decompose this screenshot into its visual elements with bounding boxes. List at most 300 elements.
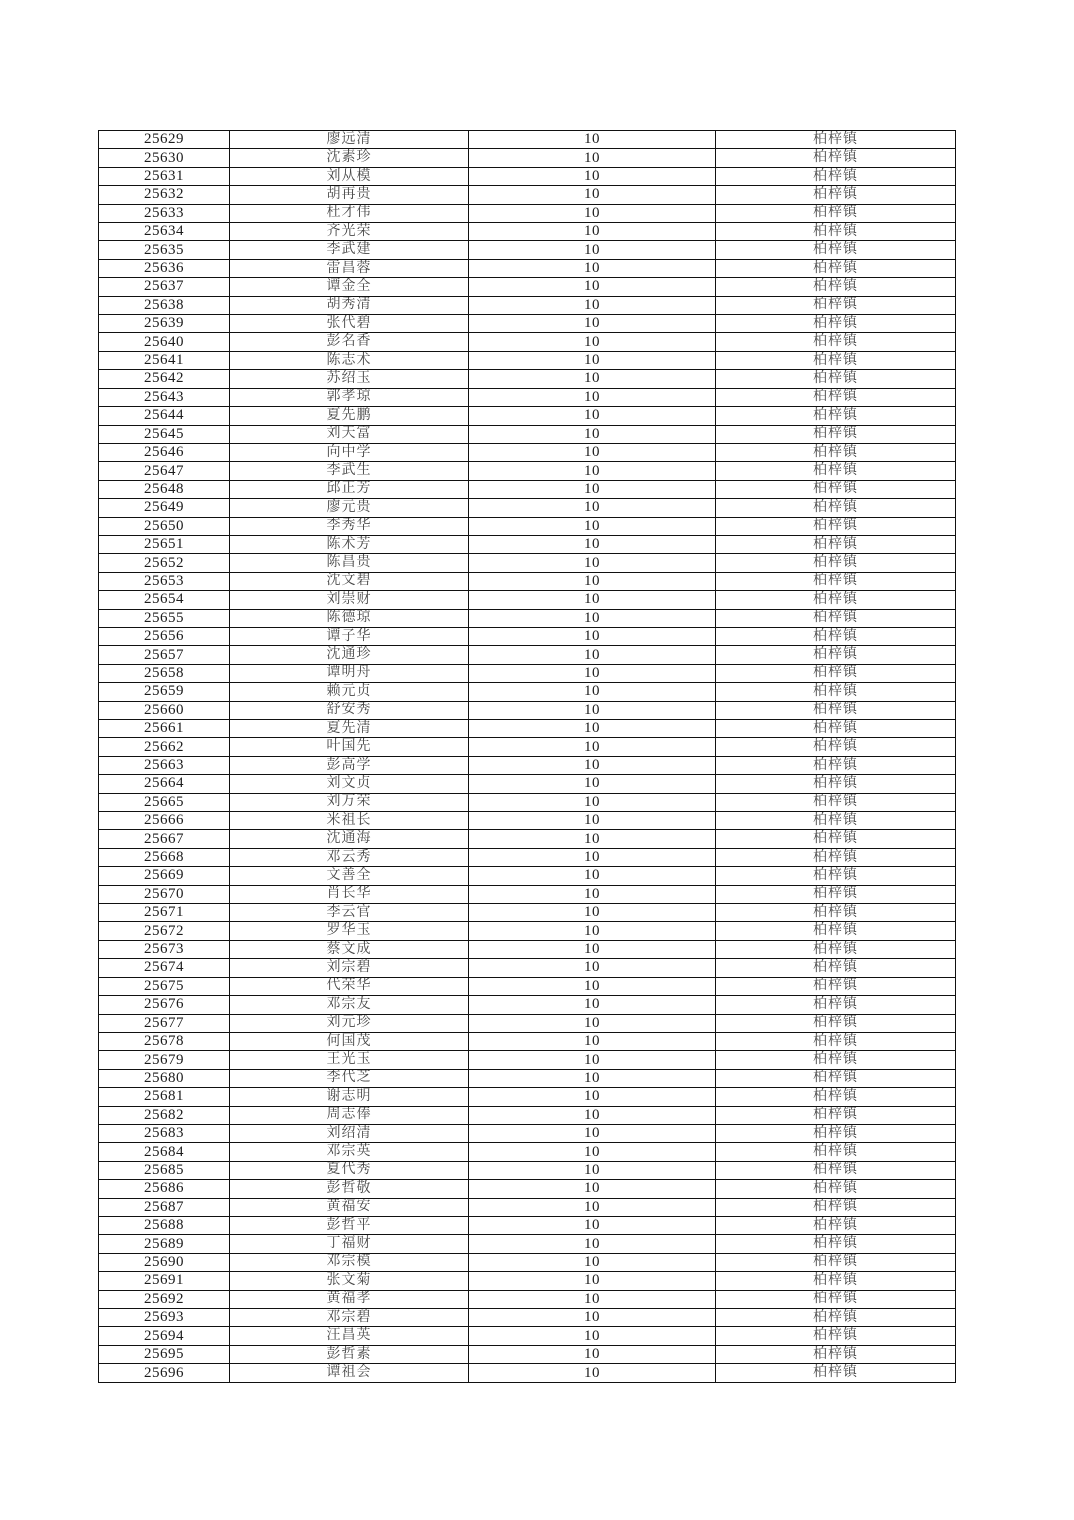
town-cell: 柏梓镇 [716, 1272, 956, 1290]
person-name-cell: 刘从模 [230, 167, 469, 185]
table-row [99, 848, 956, 866]
table-row [99, 554, 956, 572]
town-cell: 柏梓镇 [716, 351, 956, 369]
amount-cell: 10 [469, 1345, 716, 1363]
town-cell: 柏梓镇 [716, 499, 956, 517]
person-name-cell: 彭哲素 [230, 1345, 469, 1363]
table-row [99, 204, 956, 222]
person-name-cell: 李武生 [230, 462, 469, 480]
table-row [99, 867, 956, 885]
town-cell: 柏梓镇 [716, 370, 956, 388]
town-cell: 柏梓镇 [716, 1032, 956, 1050]
amount-cell: 10 [469, 204, 716, 222]
town-cell: 柏梓镇 [716, 204, 956, 222]
person-name-cell: 杜才伟 [230, 204, 469, 222]
table-row [99, 259, 956, 277]
person-name-cell: 陈德琼 [230, 609, 469, 627]
amount-cell: 10 [469, 1235, 716, 1253]
serial-number-cell: 25636 [99, 259, 230, 277]
town-cell: 柏梓镇 [716, 554, 956, 572]
table-row [99, 756, 956, 774]
person-name-cell: 张文菊 [230, 1272, 469, 1290]
table-row [99, 499, 956, 517]
person-name-cell: 夏先鹏 [230, 407, 469, 425]
amount-cell: 10 [469, 278, 716, 296]
town-cell: 柏梓镇 [716, 388, 956, 406]
table-row [99, 1069, 956, 1087]
amount-cell: 10 [469, 720, 716, 738]
person-name-cell: 刘绍清 [230, 1124, 469, 1142]
town-cell: 柏梓镇 [716, 535, 956, 553]
serial-number-cell: 25680 [99, 1069, 230, 1087]
person-name-cell: 刘宗碧 [230, 959, 469, 977]
table-row [99, 241, 956, 259]
amount-cell: 10 [469, 977, 716, 995]
amount-cell: 10 [469, 701, 716, 719]
amount-cell: 10 [469, 407, 716, 425]
town-cell: 柏梓镇 [716, 480, 956, 498]
table-row [99, 149, 956, 167]
amount-cell: 10 [469, 646, 716, 664]
amount-cell: 10 [469, 480, 716, 498]
person-name-cell: 李武建 [230, 241, 469, 259]
person-name-cell: 何国茂 [230, 1032, 469, 1050]
table-row [99, 664, 956, 682]
town-cell: 柏梓镇 [716, 1161, 956, 1179]
serial-number-cell: 25640 [99, 333, 230, 351]
person-name-cell: 陈志术 [230, 351, 469, 369]
serial-number-cell: 25663 [99, 756, 230, 774]
person-name-cell: 胡再贵 [230, 186, 469, 204]
table-row [99, 1364, 956, 1383]
serial-number-cell: 25690 [99, 1253, 230, 1271]
person-name-cell: 向中学 [230, 443, 469, 461]
town-cell: 柏梓镇 [716, 683, 956, 701]
table-row [99, 591, 956, 609]
town-cell: 柏梓镇 [716, 720, 956, 738]
serial-number-cell: 25647 [99, 462, 230, 480]
table-row [99, 1014, 956, 1032]
amount-cell: 10 [469, 1253, 716, 1271]
town-cell: 柏梓镇 [716, 940, 956, 958]
amount-cell: 10 [469, 1051, 716, 1069]
table-row [99, 793, 956, 811]
serial-number-cell: 25653 [99, 572, 230, 590]
serial-number-cell: 25645 [99, 425, 230, 443]
amount-cell: 10 [469, 1106, 716, 1124]
serial-number-cell: 25635 [99, 241, 230, 259]
person-name-cell: 刘天富 [230, 425, 469, 443]
town-cell: 柏梓镇 [716, 131, 956, 149]
person-name-cell: 代荣华 [230, 977, 469, 995]
serial-number-cell: 25683 [99, 1124, 230, 1142]
serial-number-cell: 25687 [99, 1198, 230, 1216]
table-row [99, 738, 956, 756]
serial-number-cell: 25688 [99, 1216, 230, 1234]
person-name-cell: 邓宗英 [230, 1143, 469, 1161]
table-row [99, 959, 956, 977]
person-name-cell: 米祖长 [230, 812, 469, 830]
table-row [99, 904, 956, 922]
serial-number-cell: 25649 [99, 499, 230, 517]
table-row [99, 1327, 956, 1345]
town-cell: 柏梓镇 [716, 1124, 956, 1142]
town-cell: 柏梓镇 [716, 462, 956, 480]
town-cell: 柏梓镇 [716, 627, 956, 645]
serial-number-cell: 25646 [99, 443, 230, 461]
serial-number-cell: 25650 [99, 517, 230, 535]
person-name-cell: 胡秀清 [230, 296, 469, 314]
person-name-cell: 舒安秀 [230, 701, 469, 719]
amount-cell: 10 [469, 591, 716, 609]
serial-number-cell: 25655 [99, 609, 230, 627]
person-name-cell: 彭哲平 [230, 1216, 469, 1234]
table-row [99, 1088, 956, 1106]
table-row [99, 1143, 956, 1161]
person-name-cell: 刘万荣 [230, 793, 469, 811]
serial-number-cell: 25660 [99, 701, 230, 719]
serial-number-cell: 25639 [99, 315, 230, 333]
serial-number-cell: 25692 [99, 1290, 230, 1308]
table-row [99, 1032, 956, 1050]
amount-cell: 10 [469, 462, 716, 480]
amount-cell: 10 [469, 167, 716, 185]
amount-cell: 10 [469, 517, 716, 535]
person-name-cell: 张代碧 [230, 315, 469, 333]
serial-number-cell: 25656 [99, 627, 230, 645]
person-name-cell: 周志俸 [230, 1106, 469, 1124]
town-cell: 柏梓镇 [716, 867, 956, 885]
table-row [99, 1198, 956, 1216]
serial-number-cell: 25633 [99, 204, 230, 222]
amount-cell: 10 [469, 1032, 716, 1050]
amount-cell: 10 [469, 756, 716, 774]
amount-cell: 10 [469, 683, 716, 701]
table-row [99, 830, 956, 848]
amount-cell: 10 [469, 885, 716, 903]
amount-cell: 10 [469, 940, 716, 958]
amount-cell: 10 [469, 627, 716, 645]
town-cell: 柏梓镇 [716, 517, 956, 535]
amount-cell: 10 [469, 1124, 716, 1142]
amount-cell: 10 [469, 959, 716, 977]
amount-cell: 10 [469, 241, 716, 259]
table-row [99, 517, 956, 535]
town-cell: 柏梓镇 [716, 241, 956, 259]
serial-number-cell: 25661 [99, 720, 230, 738]
town-cell: 柏梓镇 [716, 977, 956, 995]
person-name-cell: 彭高学 [230, 756, 469, 774]
person-name-cell: 陈术芳 [230, 535, 469, 553]
amount-cell: 10 [469, 867, 716, 885]
person-name-cell: 彭名香 [230, 333, 469, 351]
serial-number-cell: 25659 [99, 683, 230, 701]
serial-number-cell: 25634 [99, 223, 230, 241]
person-name-cell: 邓宗模 [230, 1253, 469, 1271]
town-cell: 柏梓镇 [716, 149, 956, 167]
town-cell: 柏梓镇 [716, 259, 956, 277]
table-row [99, 443, 956, 461]
serial-number-cell: 25637 [99, 278, 230, 296]
town-cell: 柏梓镇 [716, 1345, 956, 1363]
town-cell: 柏梓镇 [716, 1198, 956, 1216]
amount-cell: 10 [469, 1069, 716, 1087]
table-row [99, 131, 956, 149]
table-row [99, 1106, 956, 1124]
town-cell: 柏梓镇 [716, 646, 956, 664]
town-cell: 柏梓镇 [716, 443, 956, 461]
table-row [99, 167, 956, 185]
serial-number-cell: 25648 [99, 480, 230, 498]
amount-cell: 10 [469, 315, 716, 333]
amount-cell: 10 [469, 996, 716, 1014]
town-cell: 柏梓镇 [716, 278, 956, 296]
amount-cell: 10 [469, 664, 716, 682]
table-row [99, 407, 956, 425]
amount-cell: 10 [469, 351, 716, 369]
town-cell: 柏梓镇 [716, 1014, 956, 1032]
serial-number-cell: 25694 [99, 1327, 230, 1345]
person-name-cell: 李代芝 [230, 1069, 469, 1087]
table-row [99, 775, 956, 793]
serial-number-cell: 25673 [99, 940, 230, 958]
town-cell: 柏梓镇 [716, 1051, 956, 1069]
amount-cell: 10 [469, 775, 716, 793]
town-cell: 柏梓镇 [716, 315, 956, 333]
person-name-cell: 黄福孝 [230, 1290, 469, 1308]
table-row [99, 425, 956, 443]
town-cell: 柏梓镇 [716, 223, 956, 241]
table-row [99, 223, 956, 241]
person-name-cell: 肖长华 [230, 885, 469, 903]
serial-number-cell: 25686 [99, 1180, 230, 1198]
person-name-cell: 邓宗友 [230, 996, 469, 1014]
serial-number-cell: 25642 [99, 370, 230, 388]
table-row [99, 940, 956, 958]
serial-number-cell: 25638 [99, 296, 230, 314]
amount-cell: 10 [469, 259, 716, 277]
amount-cell: 10 [469, 554, 716, 572]
amount-cell: 10 [469, 1014, 716, 1032]
table-row [99, 480, 956, 498]
serial-number-cell: 25681 [99, 1088, 230, 1106]
amount-cell: 10 [469, 922, 716, 940]
table-row [99, 1235, 956, 1253]
town-cell: 柏梓镇 [716, 1309, 956, 1327]
person-name-cell: 齐光荣 [230, 223, 469, 241]
amount-cell: 10 [469, 609, 716, 627]
town-cell: 柏梓镇 [716, 793, 956, 811]
amount-cell: 10 [469, 848, 716, 866]
person-name-cell: 刘文贞 [230, 775, 469, 793]
town-cell: 柏梓镇 [716, 701, 956, 719]
amount-cell: 10 [469, 131, 716, 149]
town-cell: 柏梓镇 [716, 830, 956, 848]
town-cell: 柏梓镇 [716, 1088, 956, 1106]
table-row [99, 812, 956, 830]
amount-cell: 10 [469, 388, 716, 406]
amount-cell: 10 [469, 812, 716, 830]
person-name-cell: 邓宗碧 [230, 1309, 469, 1327]
table-row [99, 627, 956, 645]
person-name-cell: 罗华玉 [230, 922, 469, 940]
town-cell: 柏梓镇 [716, 333, 956, 351]
table-row [99, 1290, 956, 1308]
table-row [99, 296, 956, 314]
amount-cell: 10 [469, 1309, 716, 1327]
person-name-cell: 郭孝琼 [230, 388, 469, 406]
table-row [99, 646, 956, 664]
serial-number-cell: 25668 [99, 848, 230, 866]
person-name-cell: 夏先清 [230, 720, 469, 738]
person-name-cell: 谢志明 [230, 1088, 469, 1106]
table-row [99, 315, 956, 333]
person-name-cell: 廖远清 [230, 131, 469, 149]
serial-number-cell: 25696 [99, 1364, 230, 1383]
serial-number-cell: 25651 [99, 535, 230, 553]
serial-number-cell: 25652 [99, 554, 230, 572]
serial-number-cell: 25682 [99, 1106, 230, 1124]
person-name-cell: 汪昌英 [230, 1327, 469, 1345]
amount-cell: 10 [469, 499, 716, 517]
table-row [99, 977, 956, 995]
serial-number-cell: 25629 [99, 131, 230, 149]
serial-number-cell: 25677 [99, 1014, 230, 1032]
table-row [99, 333, 956, 351]
serial-number-cell: 25678 [99, 1032, 230, 1050]
table-row [99, 1253, 956, 1271]
person-name-cell: 谭金全 [230, 278, 469, 296]
person-name-cell: 赖元贞 [230, 683, 469, 701]
person-name-cell: 沈通海 [230, 830, 469, 848]
town-cell: 柏梓镇 [716, 425, 956, 443]
serial-number-cell: 25632 [99, 186, 230, 204]
serial-number-cell: 25689 [99, 1235, 230, 1253]
table-row [99, 701, 956, 719]
amount-cell: 10 [469, 572, 716, 590]
serial-number-cell: 25664 [99, 775, 230, 793]
amount-cell: 10 [469, 296, 716, 314]
table-row [99, 351, 956, 369]
serial-number-cell: 25695 [99, 1345, 230, 1363]
table-row [99, 885, 956, 903]
table-row [99, 186, 956, 204]
town-cell: 柏梓镇 [716, 1253, 956, 1271]
amount-cell: 10 [469, 1290, 716, 1308]
town-cell: 柏梓镇 [716, 738, 956, 756]
table-row [99, 922, 956, 940]
table-row [99, 535, 956, 553]
town-cell: 柏梓镇 [716, 1180, 956, 1198]
serial-number-cell: 25662 [99, 738, 230, 756]
person-name-cell: 彭哲敬 [230, 1180, 469, 1198]
town-cell: 柏梓镇 [716, 996, 956, 1014]
town-cell: 柏梓镇 [716, 1290, 956, 1308]
serial-number-cell: 25631 [99, 167, 230, 185]
town-cell: 柏梓镇 [716, 664, 956, 682]
town-cell: 柏梓镇 [716, 591, 956, 609]
serial-number-cell: 25679 [99, 1051, 230, 1069]
table-row [99, 1051, 956, 1069]
table-row [99, 1124, 956, 1142]
serial-number-cell: 25654 [99, 591, 230, 609]
table-row [99, 1309, 956, 1327]
table-row [99, 388, 956, 406]
serial-number-cell: 25665 [99, 793, 230, 811]
table-row [99, 609, 956, 627]
table-row [99, 572, 956, 590]
person-name-cell: 李秀华 [230, 517, 469, 535]
serial-number-cell: 25666 [99, 812, 230, 830]
town-cell: 柏梓镇 [716, 609, 956, 627]
town-cell: 柏梓镇 [716, 756, 956, 774]
table-row [99, 370, 956, 388]
person-name-cell: 叶国先 [230, 738, 469, 756]
person-name-cell: 陈昌贵 [230, 554, 469, 572]
person-name-cell: 刘元珍 [230, 1014, 469, 1032]
amount-cell: 10 [469, 1143, 716, 1161]
person-name-cell: 邓云秀 [230, 848, 469, 866]
person-name-cell: 谭祖会 [230, 1364, 469, 1383]
town-cell: 柏梓镇 [716, 1106, 956, 1124]
table-row [99, 1161, 956, 1179]
table-row [99, 278, 956, 296]
person-name-cell: 苏绍玉 [230, 370, 469, 388]
town-cell: 柏梓镇 [716, 296, 956, 314]
amount-cell: 10 [469, 1180, 716, 1198]
amount-cell: 10 [469, 830, 716, 848]
serial-number-cell: 25630 [99, 149, 230, 167]
amount-cell: 10 [469, 535, 716, 553]
serial-number-cell: 25676 [99, 996, 230, 1014]
person-name-cell: 谭子华 [230, 627, 469, 645]
amount-cell: 10 [469, 1364, 716, 1383]
town-cell: 柏梓镇 [716, 407, 956, 425]
town-cell: 柏梓镇 [716, 1327, 956, 1345]
amount-cell: 10 [469, 333, 716, 351]
table-row [99, 1345, 956, 1363]
serial-number-cell: 25667 [99, 830, 230, 848]
town-cell: 柏梓镇 [716, 848, 956, 866]
amount-cell: 10 [469, 186, 716, 204]
serial-number-cell: 25644 [99, 407, 230, 425]
town-cell: 柏梓镇 [716, 186, 956, 204]
serial-number-cell: 25671 [99, 904, 230, 922]
amount-cell: 10 [469, 738, 716, 756]
serial-number-cell: 25658 [99, 664, 230, 682]
table-row [99, 1272, 956, 1290]
serial-number-cell: 25693 [99, 1309, 230, 1327]
amount-cell: 10 [469, 425, 716, 443]
serial-number-cell: 25657 [99, 646, 230, 664]
town-cell: 柏梓镇 [716, 1364, 956, 1383]
town-cell: 柏梓镇 [716, 775, 956, 793]
serial-number-cell: 25675 [99, 977, 230, 995]
person-name-cell: 雷昌蓉 [230, 259, 469, 277]
serial-number-cell: 25643 [99, 388, 230, 406]
person-name-cell: 沈文碧 [230, 572, 469, 590]
town-cell: 柏梓镇 [716, 1069, 956, 1087]
serial-number-cell: 25691 [99, 1272, 230, 1290]
person-name-cell: 王光玉 [230, 1051, 469, 1069]
town-cell: 柏梓镇 [716, 922, 956, 940]
serial-number-cell: 25669 [99, 867, 230, 885]
serial-number-cell: 25672 [99, 922, 230, 940]
records-table [98, 130, 956, 1383]
amount-cell: 10 [469, 793, 716, 811]
person-name-cell: 沈素珍 [230, 149, 469, 167]
person-name-cell: 沈通珍 [230, 646, 469, 664]
